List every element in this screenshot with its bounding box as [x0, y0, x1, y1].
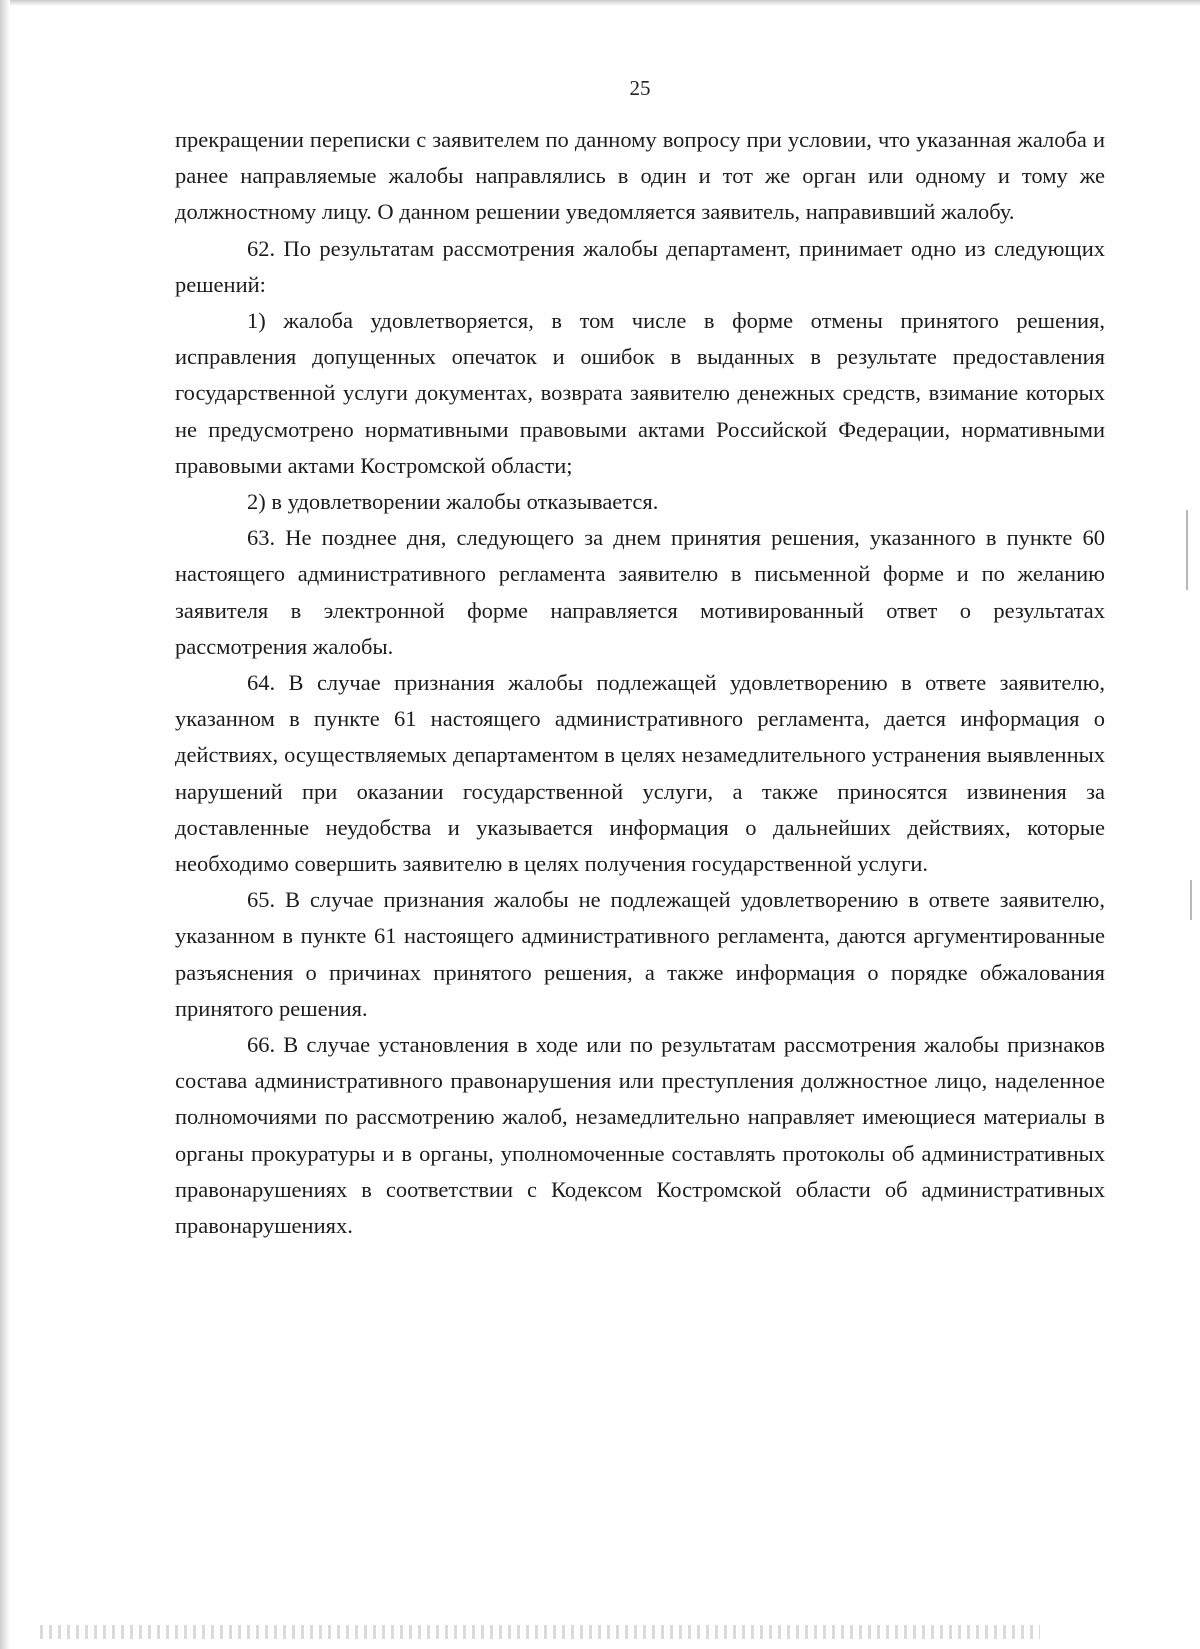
scan-left-edge: [0, 0, 10, 1649]
paragraph-64: 64. В случае признания жалобы подлежащей удовлетворению в ответе заявителю, указанном в пункте 61 настоящего административного регламента, дается информация о действиях, осуществляемых департаментом в целях незамедлительного устранения выявленных нарушений при оказании государственной услуги, а также приносятся извинения за доставленные неудобства и указывается информация о дальнейших действиях, которые необходимо совершить заявителю в целях получения государственной услуги.: [175, 670, 1105, 877]
scan-top-edge: [0, 0, 1200, 6]
paragraph-63: 63. Не позднее дня, следующего за днем принятия решения, указанного в пункте 60 настоящего административного регламента заявителю в письменной форме и по желанию заявителя в электронной форме направляется мотивированный ответ о результатах рассмотрения жалобы.: [175, 525, 1105, 659]
paragraph-continuation: прекращении переписки с заявителем по данному вопросу при условии, что указанная жалоба и ранее направляемые жалобы направлялись в один и тот же орган или одному и тому же должностному лицу. О данном решении уведомляется заявитель, направивший жалобу.: [175, 127, 1105, 225]
scan-bottom-noise: [40, 1625, 1040, 1639]
page-number: 25: [629, 76, 651, 100]
paragraph-66: 66. В случае установления в ходе или по результатам рассмотрения жалобы признаков состава административного правонарушения или преступления должностное лицо, наделенное полномочиями по рассмотрению жалоб, незамедлительно направляет имеющиеся материалы в органы прокуратуры и в органы, уполномоченные составлять протоколы об административных правонарушениях в соответствии с Кодексом Костромской области об административных правонарушениях.: [175, 1032, 1105, 1239]
paragraph-62: 62. По результатам рассмотрения жалобы департамент, принимает одно из следующих решений:: [175, 235, 1105, 297]
paragraph-65: 65. В случае признания жалобы не подлежащей удовлетворению в ответе заявителю, указанном в пункте 61 настоящего административного регламента, даются аргументированные разъяснения о причинах принятого решения, а также информация о порядке обжалования принятого решения.: [175, 887, 1105, 1021]
document-body: [175, 122, 1105, 1244]
paragraph-62-item-2: 2) в удовлетворении жалобы отказывается.: [247, 489, 659, 515]
paragraph-62-item-1: 1) жалоба удовлетворяется, в том числе в форме отмены принятого решения, исправления допущенных опечаток и ошибок в выданных в результате предоставления государственной услуги документах, возврата заявителю денежных средств, взимание которых не предусмотрено нормативными правовыми актами Российской Федерации, нормативными правовыми актами Костромской области;: [175, 308, 1105, 478]
scan-right-mark: [1186, 510, 1188, 590]
scan-right-mark: [1190, 880, 1192, 920]
